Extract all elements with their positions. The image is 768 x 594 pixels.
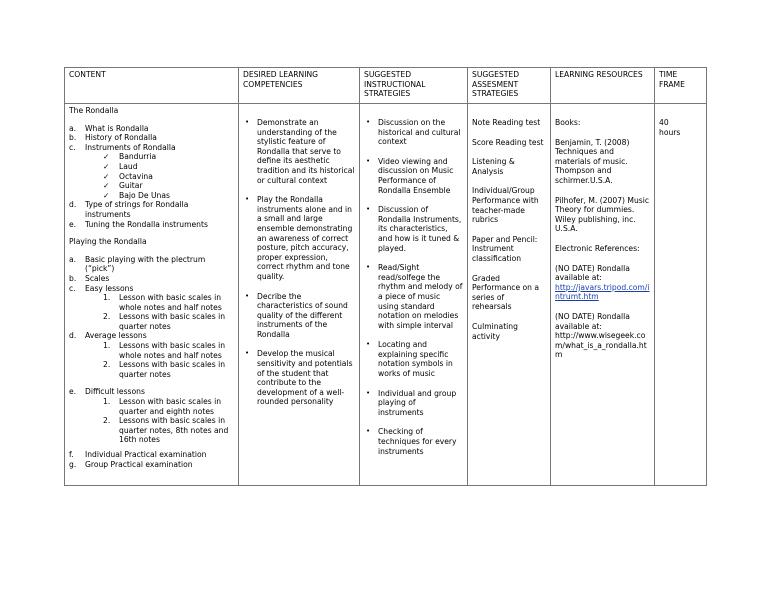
web-reference: (NO DATE) Rondalla available at: http://www.wisegeek.com/what_is_a_rondalla.htm xyxy=(555,312,650,360)
competency-item: • Demonstrate an understanding of the stylistic feature of Rondalla that serve to define its aesthetic tradition and its historical or cultural context xyxy=(257,118,355,185)
book-reference: Benjamin, T. (2008) Techniques and materials of music. Thompson and schirmer.U.S.A. xyxy=(555,137,630,185)
electronic-references-label: Electronic References: xyxy=(555,243,640,253)
list-item: g. Group Practical examination xyxy=(69,459,193,469)
content-cell xyxy=(65,104,239,486)
lesson-item: 1. Lessons with basic scales in whole notes and half notes xyxy=(103,341,226,360)
strategy-item: • Read/Sight read/solfege the rhythm and melody of a piece of music using standard notation on melodies with simple interval xyxy=(378,263,463,330)
strategy-item: • Discussion of Rondalla Instruments, its characteristics, and how is it tuned & played. xyxy=(378,205,463,253)
assessment-item: Graded Performance on a series of rehearsals xyxy=(472,273,540,312)
header-resources: LEARNING RESOURCES xyxy=(551,68,655,104)
header-instructional: SUGGESTED INSTRUCTIONAL STRATEGIES xyxy=(360,68,468,104)
section-title-rondalla: The Rondalla xyxy=(69,106,119,115)
curriculum-table xyxy=(64,67,707,486)
instrument-item: ✓ Octavina xyxy=(103,171,153,181)
assessment-item: Individual/Group Performance with teacher-made rubrics xyxy=(472,186,539,225)
list-item: f. Individual Practical examination xyxy=(69,450,207,459)
header-competencies: DESIRED LEARNING COMPETENCIES xyxy=(239,68,360,104)
instrument-item: ✓ Bajo De Unas xyxy=(103,190,170,200)
lesson-item: 1. Lesson with basic scales in whole notes and half notes xyxy=(103,293,222,312)
list-item: d. Average lessons xyxy=(69,331,147,341)
competencies-cell xyxy=(239,104,360,486)
instrument-item: ✓ Bandurria xyxy=(103,152,157,162)
time-frame-value: 40 hours xyxy=(659,118,681,137)
check-icon: ✓ xyxy=(103,161,110,171)
header-time: TIME FRAME xyxy=(655,68,707,104)
lesson-item: 2. Lessons with basic scales in quarter notes, 8th notes and 16th notes xyxy=(103,416,229,445)
body-row xyxy=(65,104,707,486)
books-label: Books: xyxy=(555,118,581,127)
list-item: c. Instruments of Rondalla xyxy=(69,142,176,152)
reference-url: http://www.wisegeek.com/what_is_a_rondalla.htm xyxy=(555,331,647,360)
list-item: d. Type of strings for Rondalla instruments xyxy=(69,200,189,219)
lesson-item: 2. Lessons with basic scales in quarter notes xyxy=(103,360,226,379)
header-content: CONTENT xyxy=(65,68,239,104)
section-title-playing: Playing the Rondalla xyxy=(69,237,147,247)
list-item: a. What is Rondalla xyxy=(69,123,149,133)
check-icon: ✓ xyxy=(103,190,110,200)
list-item: b. Scales xyxy=(69,273,110,283)
header-assessment: SUGGESTED ASSESMENT STRATEGIES xyxy=(468,68,551,104)
strategy-item: • Individual and group playing of instruments xyxy=(378,389,463,418)
instrument-item: ✓ Guitar xyxy=(103,181,143,191)
instructional-cell xyxy=(360,104,468,486)
resources-cell xyxy=(551,104,655,486)
book-reference: Pilhofer, M. (2007) Music Theory for dummies. Wiley publishing, inc. U.S.A. xyxy=(555,195,650,234)
assessment-item: Paper and Pencil: Instrument classification xyxy=(472,234,538,263)
competency-item: • Play the Rondalla instruments alone and in a small and large ensemble demonstrating an awareness of correct posture, pitch accuracy, proper expression, correct rhythm and tone quality. xyxy=(257,195,355,281)
check-icon: ✓ xyxy=(103,171,110,181)
strategy-item: • Discussion on the historical and cultural context xyxy=(378,118,463,147)
strategy-item: • Video viewing and discussion on Music Performance of Rondalla Ensemble xyxy=(378,157,463,195)
strategy-item: • Locating and explaining specific notation symbols in works of music xyxy=(378,340,463,378)
strategy-item: • Checking of techniques for every instruments xyxy=(378,427,463,456)
time-cell xyxy=(655,104,707,486)
check-icon: ✓ xyxy=(103,152,110,162)
lesson-item: 1. Lesson with basic scales in quarter and eighth notes xyxy=(103,397,222,416)
assessment-item: Culminating activity xyxy=(472,321,518,341)
list-item: c. Easy lessons xyxy=(69,283,134,293)
list-item: e. Tuning the Rondalla instruments xyxy=(69,219,208,229)
header-row xyxy=(65,68,707,104)
assessment-item: Score Reading test xyxy=(472,137,544,147)
assessment-item: Listening & Analysis xyxy=(472,157,515,176)
competency-item: • Develop the musical sensitivity and potentials of the student that contribute to the development of a well-rounded personality xyxy=(257,349,355,407)
reference-link[interactable]: http://javars.tripod.com/intrumt.htm xyxy=(555,282,650,302)
lesson-item: 2. Lessons with basic scales in quarter notes xyxy=(103,312,226,331)
list-item: b. History of Rondalla xyxy=(69,133,157,143)
competency-item: • Decribe the characteristics of sound quality of the different instruments of the Rondalla xyxy=(257,292,355,340)
instrument-item: ✓ Laud xyxy=(103,161,138,171)
list-item: e. Difficult lessons xyxy=(69,387,145,397)
web-reference: (NO DATE) Rondalla available at: http://javars.tripod.com/intrumt.htm xyxy=(555,263,650,302)
assessment-item: Note Reading test xyxy=(472,118,541,127)
assessment-cell xyxy=(468,104,551,486)
check-icon: ✓ xyxy=(103,181,110,191)
list-item: a. Basic playing with the plectrum (“pick”) xyxy=(69,254,206,274)
